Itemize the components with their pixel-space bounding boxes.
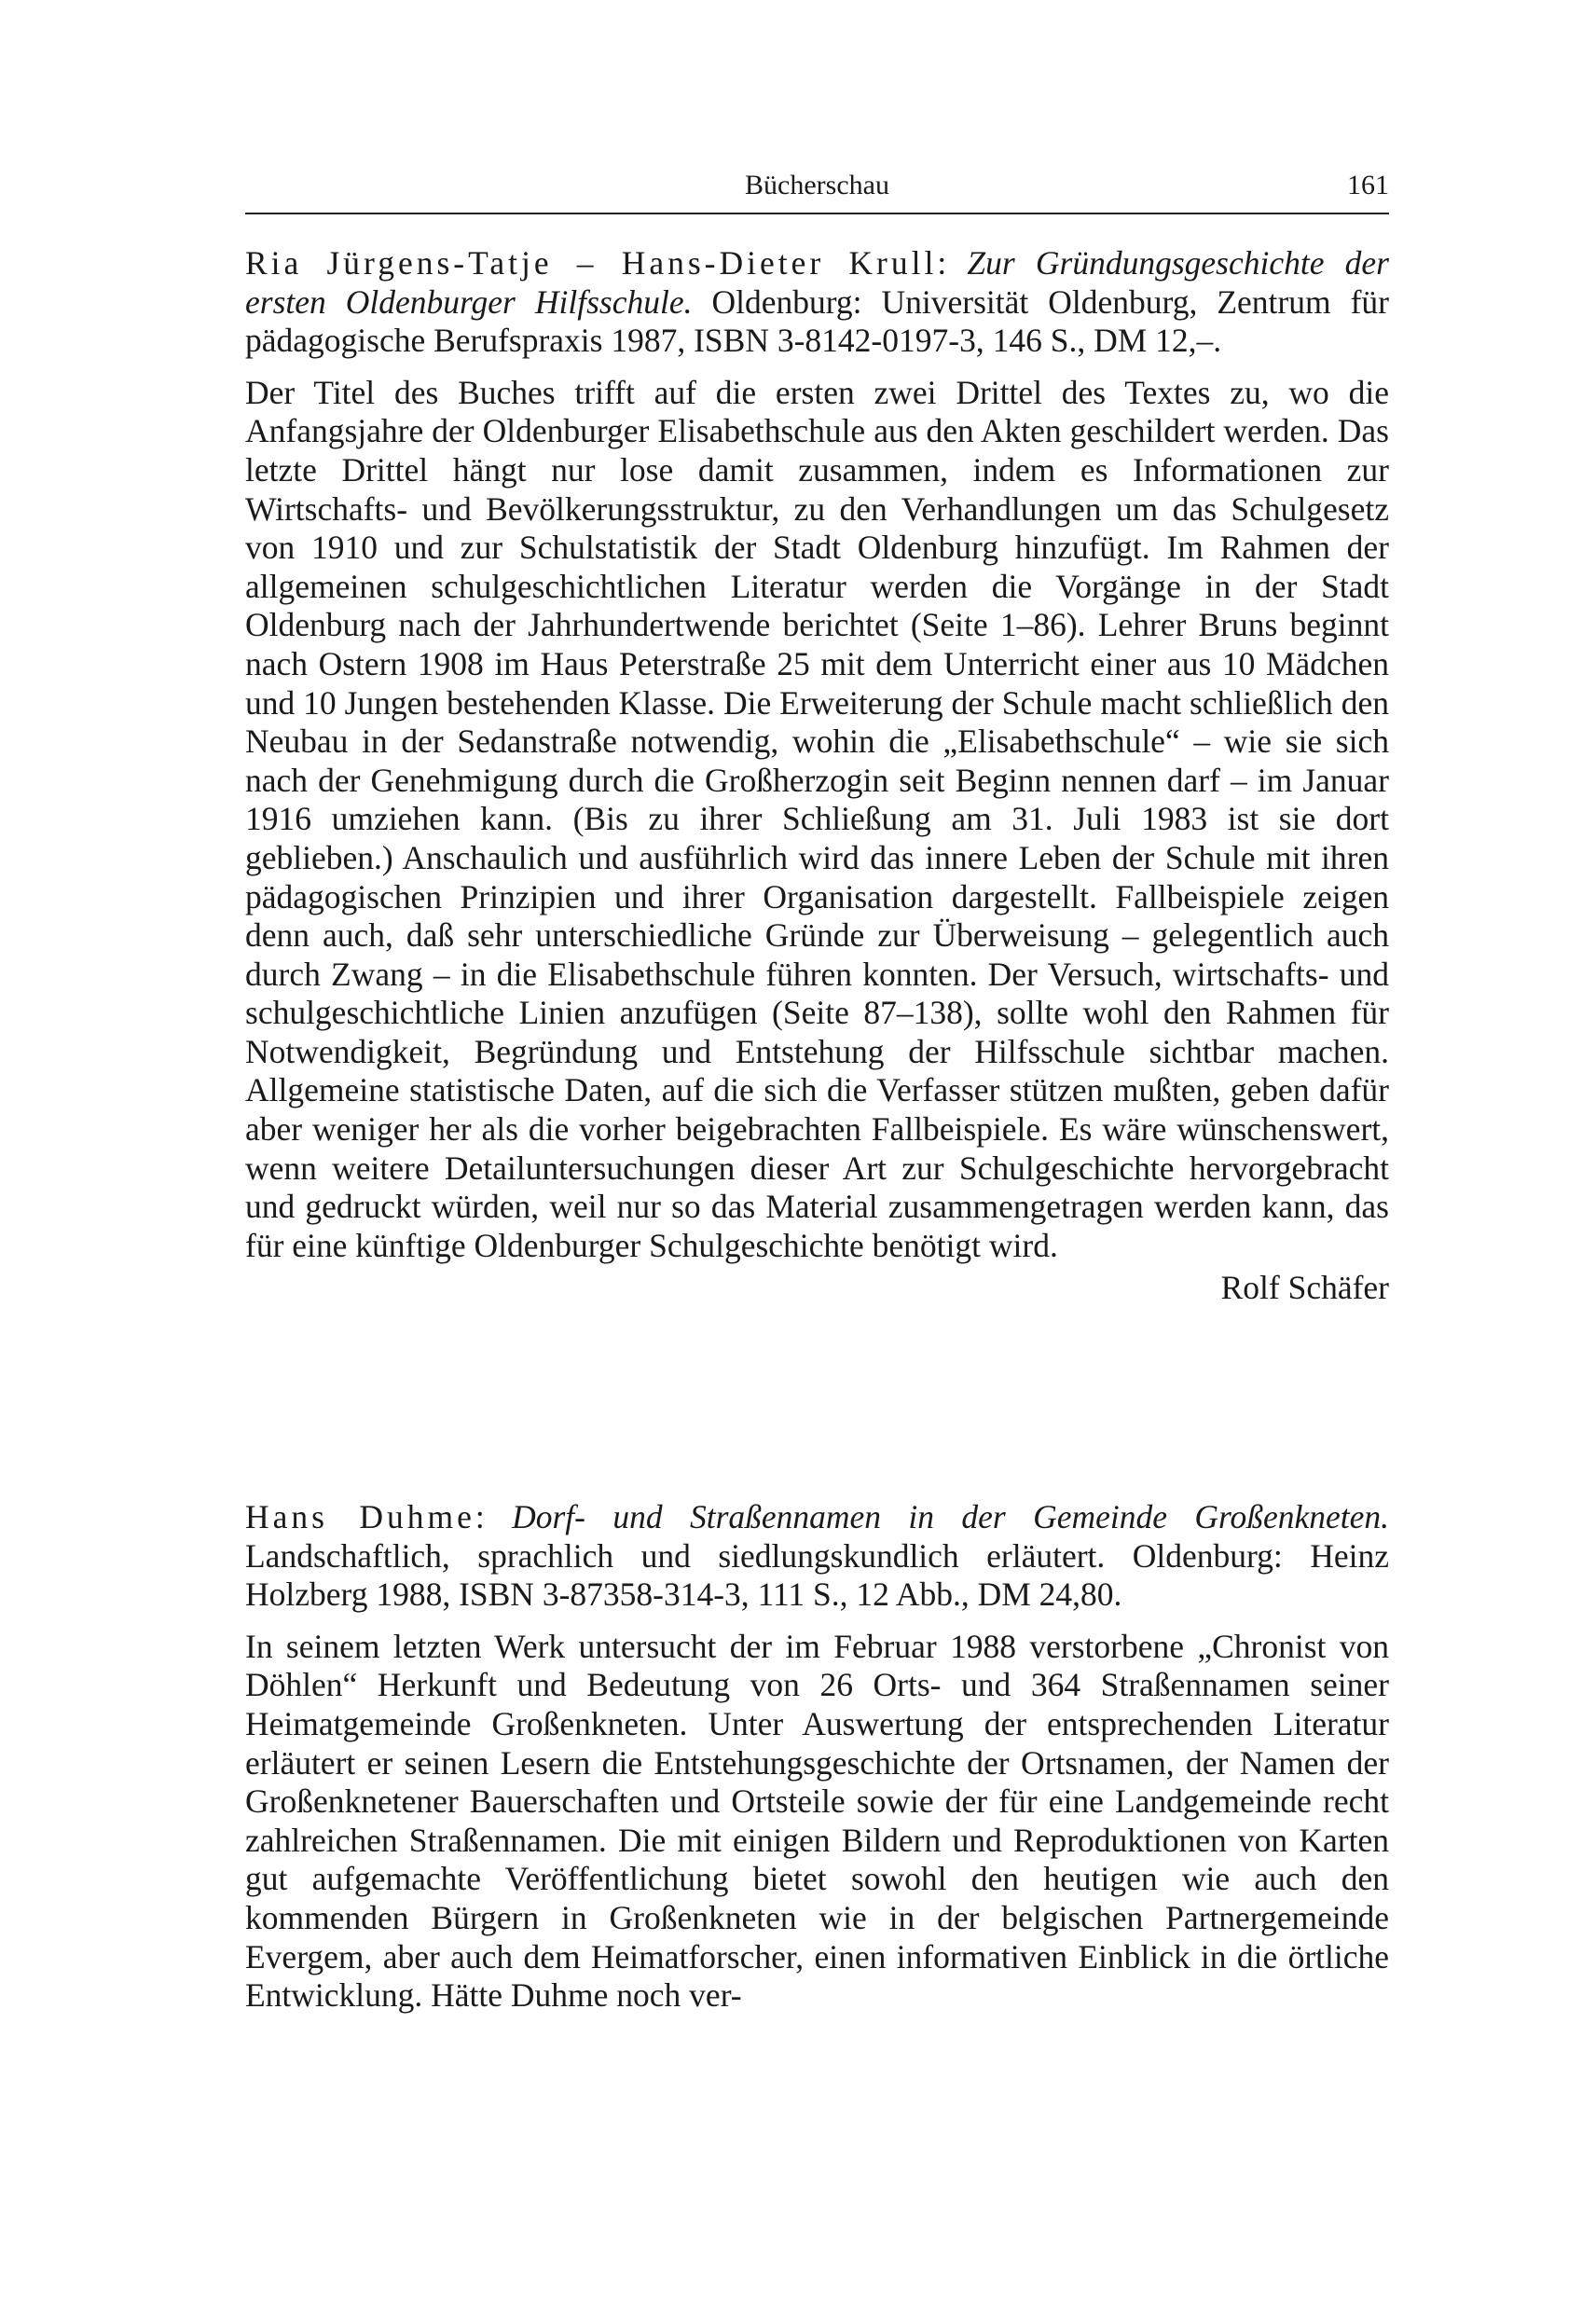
publication-info: Landschaftlich, sprachlich und siedlungskundlich erläutert. Oldenburg: Heinz Holzberg 1988, ISBN 3-87358-314-3, 111 S., 12 Abb., DM 24,80. bbox=[245, 1536, 1389, 1614]
authors-separator: : bbox=[937, 244, 968, 282]
review-citation bbox=[245, 244, 1389, 361]
section-title: Bücherschau bbox=[745, 170, 889, 200]
book-review bbox=[245, 244, 1389, 1308]
review-authors: Ria Jürgens-Tatje – Hans-Dieter Krull bbox=[245, 244, 938, 282]
page-number: 161 bbox=[1347, 170, 1389, 200]
authors-separator: : bbox=[475, 1498, 513, 1535]
review-text: In seinem letzten Werk untersucht der im Februar 1988 verstorbene „Chronist von Döhlen“ Herkunft und Bedeutung von 26 Orts- und 364 Straßennamen seiner Heimatgemeinde Großenkneten. Unter Auswertung der entsprechenden Literatur erläutert er seinen Lesern die Entstehungsgeschichte der Ortsnamen, der Namen der Großenknetener Bauerschaften und Ortsteile sowie der für eine Landgemeinde recht zahlreichen Straßennamen. Die mit einigen Bildern und Reproduktionen von Karten gut aufgemachte Veröffentlichung bietet sowohl den heutigen wie auch den kommenden Bürgern in Großenkneten wie in der belgischen Partnergemeinde Evergem, aber auch dem Heimatforscher, einen informativen Einblick in die örtliche Entwicklung. Hätte Duhme noch ver- bbox=[245, 1627, 1389, 2015]
review-citation bbox=[245, 1498, 1389, 1615]
running-header bbox=[245, 166, 1389, 214]
review-text: Der Titel des Buches trifft auf die ersten zwei Drittel des Textes zu, wo die Anfangsjahre der Oldenburger Elisabethschule aus den Akten geschildert werden. Das letzte Drittel hängt nur lose damit zusammen, indem es Informationen zur Wirtschafts- und Bevölkerungsstruktur, zu den Verhandlungen um das Schulgesetz von 1910 und zur Schulstatistik der Stadt Oldenburg hinzufügt. Im Rahmen der allgemeinen schulgeschichtlichen Literatur werden die Vorgänge in der Stadt Oldenburg nach der Jahrhundertwende berichtet (Seite 1–86). Lehrer Bruns beginnt nach Ostern 1908 im Haus Peterstraße 25 mit dem Unterricht einer aus 10 Mädchen und 10 Jungen bestehenden Klasse. Die Erweiterung der Schule macht schließlich den Neubau in der Sedanstraße notwendig, wohin die „Elisabethschule“ – wie sie sich nach der Genehmigung durch die Großherzogin seit Beginn nennen darf – im Januar 1916 umziehen kann. (Bis zu ihrer Schließung am 31. Juli 1983 ist sie dort geblieben.) Anschaulich und ausführlich wird das innere Leben der Schule mit ihren pädagogischen Prinzipien und ihrer Organisation dargestellt. Fallbeispiele zeigen denn auch, daß sehr unterschiedliche Gründe zur Überweisung – gelegentlich auch durch Zwang – in die Elisabethschule führen konnten. Der Versuch, wirtschafts- und schulgeschichtliche Linien anzufügen (Seite 87–138), sollte wohl den Rahmen für Notwendigkeit, Begründung und Entstehung der Hilfsschule sichtbar machen. Allgemeine statistische Daten, auf die sich die Verfasser stützen mußten, geben dafür aber weniger her als die vorher beigebrachten Fallbeispiele. Es wäre wünschenswert, wenn weitere Detailuntersuchungen dieser Art zur Schulgeschichte hervorgebracht und gedruckt würden, weil nur so das Material zusammengetragen werden kann, das für eine künftige Oldenburger Schulgeschichte benötigt wird. bbox=[245, 373, 1389, 1264]
reviewer-signature: Rolf Schäfer bbox=[1220, 1269, 1389, 1307]
book-review bbox=[245, 1498, 1389, 2016]
review-authors: Hans Duhme bbox=[245, 1498, 475, 1535]
publication-info: Oldenburg: Universität Oldenburg, Zentrum für pädagogische Berufspraxis 1987, ISBN 3-8142-0197-3, 146 S., DM 12,–. bbox=[245, 282, 1389, 360]
book-title: Dorf- und Straßennamen in der Gemeinde Großenkneten. bbox=[512, 1498, 1389, 1535]
book-title: Zur Gründungsgeschichte der ersten Oldenburger Hilfsschule. bbox=[245, 244, 1389, 321]
